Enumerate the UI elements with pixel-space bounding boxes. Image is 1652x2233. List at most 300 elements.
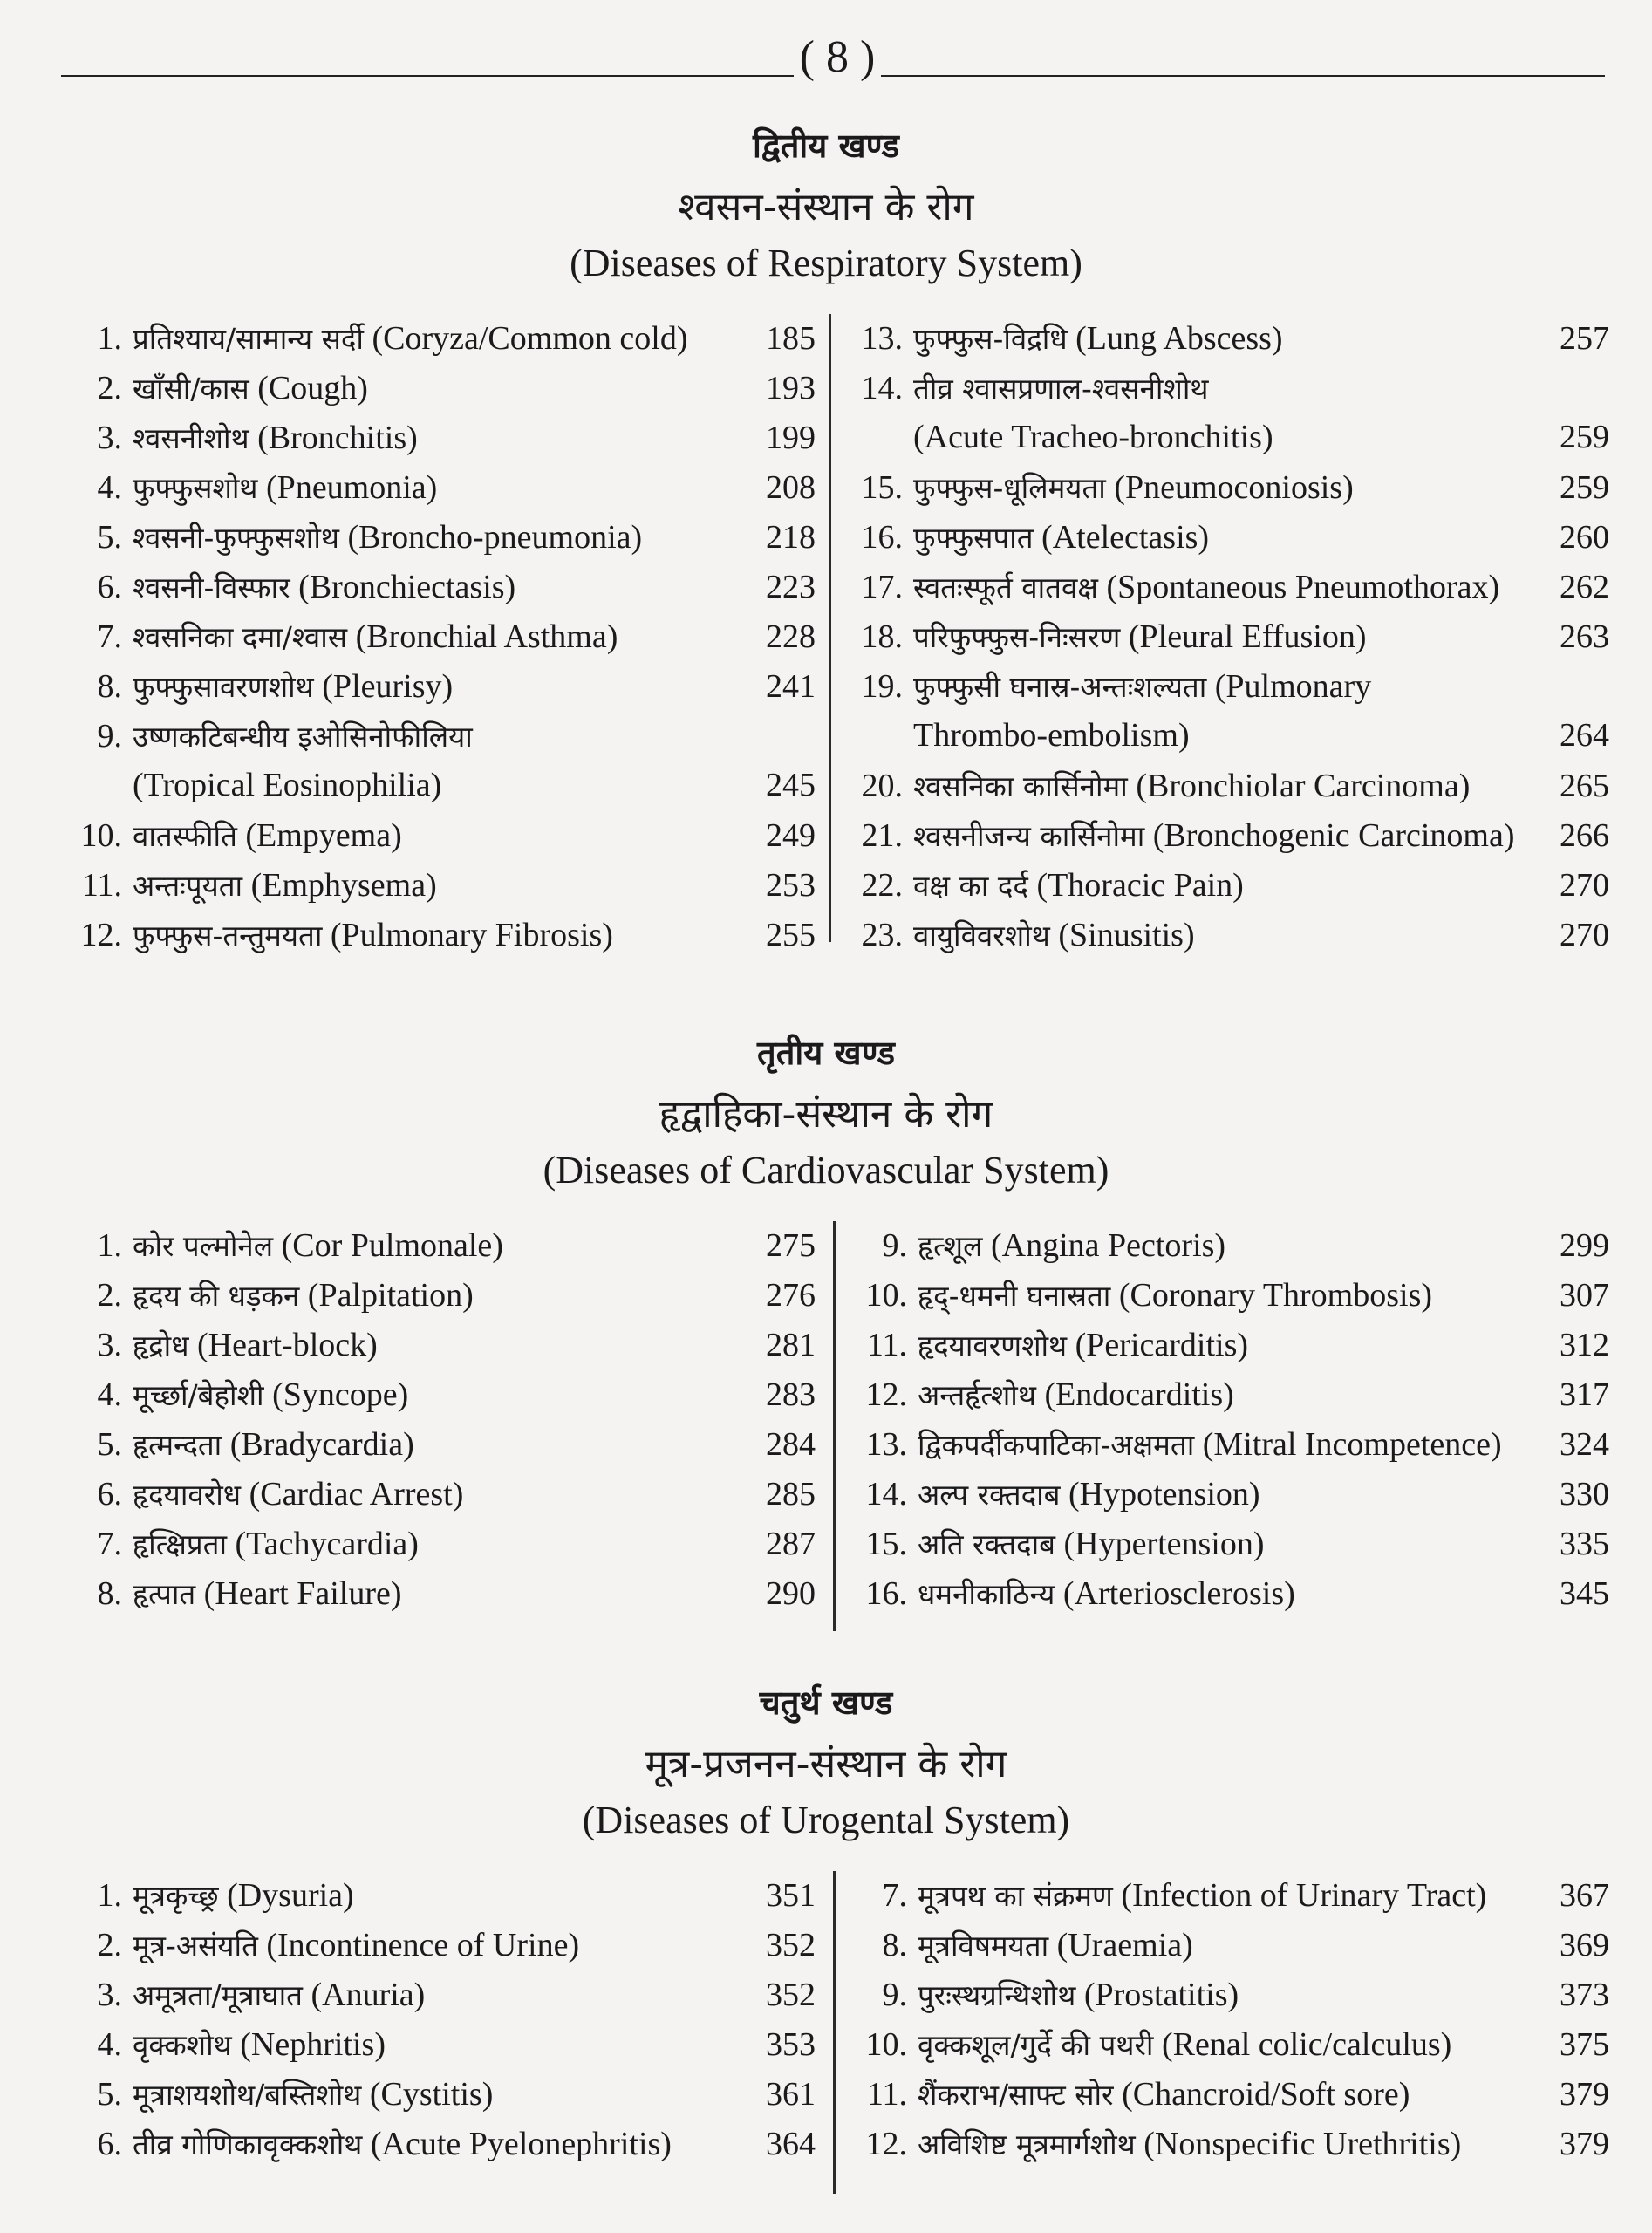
list-item — [61, 1226, 816, 1275]
item-number: 12. — [865, 1376, 907, 1413]
item-text — [133, 2124, 746, 2163]
list-item — [61, 716, 816, 766]
item-text — [133, 1975, 746, 2014]
list-item — [846, 2074, 1609, 2124]
section-title-english: (Diseases of Cardiovascular System) — [543, 1149, 1109, 1192]
item-number: 4. — [97, 1376, 122, 1413]
list-item — [846, 1975, 1609, 2025]
item-page: 307 — [1560, 1277, 1609, 1314]
list-item — [842, 468, 1609, 517]
item-text — [133, 318, 746, 358]
list-item — [842, 666, 1609, 716]
list-item — [61, 617, 816, 666]
item-number: 13. — [865, 1426, 907, 1463]
item-hindi: अविशिष्ट मूत्रमार्गशोथ — [918, 2127, 1136, 2161]
item-text — [913, 318, 1539, 358]
item-text — [913, 617, 1539, 656]
item-page: 270 — [1560, 867, 1609, 904]
item-hindi: श्वसनिका दमा/श्वास — [133, 620, 348, 654]
item-hindi: हृद्रोध — [133, 1328, 189, 1362]
item-number: 10. — [80, 817, 122, 854]
item-hindi: फुफ्फुसशोथ — [133, 471, 258, 505]
item-number: 3. — [97, 1977, 122, 2013]
item-page: 276 — [766, 1277, 816, 1314]
section-title-hindi: मूत्र-प्रजनन-संस्थान के रोग — [645, 1742, 1007, 1786]
item-number: 21. — [861, 817, 903, 854]
item-english: (Pleurisy) — [322, 668, 454, 705]
list-item — [61, 1524, 816, 1574]
list-item — [846, 1325, 1609, 1375]
item-english: (Bronchiolar Carcinoma) — [1136, 768, 1471, 804]
item-number: 14. — [861, 370, 903, 406]
item-text — [133, 1574, 746, 1613]
section-title-hindi: हृद्वाहिका-संस्थान के रोग — [659, 1092, 993, 1137]
item-text — [918, 1875, 1539, 1915]
item-english: (Prostatitis) — [1083, 1977, 1239, 2013]
item-page: 270 — [1560, 917, 1609, 953]
list-item — [61, 468, 816, 517]
item-english: (Pulmonary Fibrosis) — [330, 917, 613, 953]
item-english: (Pneumoconiosis) — [1114, 469, 1354, 506]
item-hindi: अल्प रक्तदाब — [918, 1478, 1061, 1512]
item-english: (Pulmonary — [1214, 668, 1372, 705]
item-number: 6. — [97, 1476, 122, 1513]
list-item — [61, 517, 816, 567]
item-hindi: मूत्रविषमयता — [918, 1929, 1049, 1963]
list-item — [61, 865, 816, 915]
item-page: 223 — [766, 569, 816, 605]
item-number: 6. — [97, 2126, 122, 2162]
item-number: 6. — [97, 569, 122, 605]
item-number: 5. — [97, 519, 122, 556]
item-hindi: मूत्रकृच्छ्र — [133, 1879, 219, 1913]
item-number: 1. — [97, 1227, 122, 1264]
item-number: 18. — [861, 618, 903, 655]
item-text — [918, 1226, 1539, 1265]
item-hindi: हृत्पात — [133, 1577, 196, 1611]
list-item — [61, 816, 816, 865]
item-page: 193 — [766, 370, 816, 406]
item-hindi: हृदयावरणशोथ — [918, 1328, 1068, 1362]
item-english: (Pericarditis) — [1075, 1327, 1249, 1363]
item-english: (Anuria) — [311, 1977, 426, 2013]
list-item — [846, 1275, 1609, 1325]
list-item — [846, 2025, 1609, 2074]
item-number: 17. — [861, 569, 903, 605]
item-english-continued: (Tropical Eosinophilia) — [133, 767, 442, 803]
list-item — [842, 517, 1609, 567]
item-hindi: श्वसनीशोथ — [133, 421, 249, 455]
item-number: 12. — [865, 2126, 907, 2162]
item-text — [913, 468, 1539, 507]
item-hindi: श्वसनी-विस्फार — [133, 570, 290, 604]
item-hindi: अन्तःपूयता — [133, 869, 243, 903]
item-number: 22. — [861, 867, 903, 904]
item-number: 5. — [97, 1426, 122, 1463]
item-text — [133, 2074, 746, 2113]
item-hindi: कोर पल्मोनेल — [133, 1229, 274, 1263]
item-page: 364 — [766, 2126, 816, 2162]
item-english-continued: Thrombo-embolism) — [913, 717, 1190, 754]
item-hindi: वृक्कशोथ — [133, 2028, 232, 2062]
item-text — [133, 816, 746, 855]
list-item — [61, 1574, 816, 1623]
item-english: (Bronchogenic Carcinoma) — [1152, 817, 1515, 854]
list-item — [842, 318, 1609, 368]
item-english: (Nephritis) — [240, 2026, 386, 2063]
item-page: 208 — [766, 469, 816, 506]
item-english: (Pleural Effusion) — [1128, 618, 1367, 655]
section-khand-label: द्वितीय खण्ड — [753, 126, 899, 165]
item-hindi: हृदय की धड़कन — [133, 1279, 300, 1313]
item-number: 19. — [861, 668, 903, 705]
item-page: 375 — [1560, 2026, 1609, 2063]
section-title-hindi: श्वसन-संस्थान के रोग — [678, 185, 974, 229]
item-page: 285 — [766, 1476, 816, 1513]
item-english: (Coryza/Common cold) — [372, 320, 688, 357]
list-item — [846, 1574, 1609, 1623]
list-item — [846, 1226, 1609, 1275]
column-divider — [829, 314, 831, 942]
item-english: (Renal colic/calculus) — [1161, 2026, 1452, 2063]
item-page: 185 — [766, 320, 816, 357]
item-number: 15. — [861, 469, 903, 506]
item-english: (Hypotension) — [1068, 1476, 1260, 1513]
list-item — [61, 2074, 816, 2124]
section-khand-label: तृतीय खण्ड — [757, 1034, 895, 1072]
item-english: (Palpitation) — [307, 1277, 474, 1314]
item-page: 275 — [766, 1227, 816, 1264]
item-text — [133, 716, 746, 755]
item-page: 249 — [766, 817, 816, 854]
item-english-continued: (Acute Tracheo-bronchitis) — [913, 419, 1273, 455]
item-number: 2. — [97, 1277, 122, 1314]
item-english: (Broncho-pneumonia) — [347, 519, 643, 556]
item-page: 259 — [1560, 469, 1609, 506]
item-number: 20. — [861, 768, 903, 804]
list-item — [842, 368, 1609, 418]
list-item — [61, 1925, 816, 1975]
item-number: 11. — [866, 1327, 907, 1363]
item-number: 4. — [97, 469, 122, 506]
item-hindi: अमूत्रता/मूत्राघात — [133, 1978, 303, 2012]
item-text — [918, 1975, 1539, 2014]
item-hindi: फुफ्फुसपात — [913, 521, 1034, 555]
list-item — [846, 1424, 1609, 1474]
right-column — [842, 318, 1609, 965]
item-hindi: वक्ष का दर्द — [913, 869, 1028, 903]
list-item — [61, 1424, 816, 1474]
item-text — [133, 617, 746, 656]
item-page: 218 — [766, 519, 816, 556]
item-text — [133, 915, 746, 954]
item-page: 352 — [766, 1977, 816, 2013]
item-english: (Uraemia) — [1056, 1927, 1193, 1963]
item-text — [133, 1875, 746, 1915]
item-english: (Thoracic Pain) — [1036, 867, 1244, 904]
item-page: 228 — [766, 618, 816, 655]
list-item — [61, 1275, 816, 1325]
item-text — [133, 1524, 746, 1563]
item-page: 335 — [1560, 1526, 1609, 1562]
item-text — [918, 2025, 1539, 2064]
item-hindi: हृत्मन्दता — [133, 1428, 222, 1462]
list-item — [842, 617, 1609, 666]
item-page: 324 — [1560, 1426, 1609, 1463]
item-number: 8. — [97, 1575, 122, 1612]
item-number: 9. — [882, 1227, 907, 1264]
item-text — [133, 666, 746, 706]
item-hindi: हृदयावरोध — [133, 1478, 242, 1512]
item-text — [133, 468, 746, 507]
right-column — [846, 1226, 1609, 1623]
item-hindi: मूत्र-असंयति — [133, 1929, 258, 1963]
list-item — [846, 1875, 1609, 1925]
item-hindi: खाँसी/कास — [133, 372, 249, 406]
item-english: (Angina Pectoris) — [990, 1227, 1226, 1264]
list-item — [61, 567, 816, 617]
section-title-english: (Diseases of Respiratory System) — [570, 242, 1082, 284]
item-english: (Emphysema) — [250, 867, 437, 904]
item-number: 7. — [97, 618, 122, 655]
left-column — [61, 318, 816, 965]
item-text — [913, 368, 1539, 407]
list-item — [842, 567, 1609, 617]
item-page: 262 — [1560, 569, 1609, 605]
item-text — [918, 1474, 1539, 1513]
item-text — [918, 2124, 1539, 2163]
list-item — [61, 666, 816, 716]
page-header — [61, 26, 1605, 87]
item-english: (Cough) — [257, 370, 368, 406]
item-text — [133, 1424, 746, 1464]
item-number: 3. — [97, 420, 122, 456]
item-number: 10. — [865, 2026, 907, 2063]
item-text — [133, 1275, 746, 1315]
item-hindi: तीव्र गोणिकावृक्कशोथ — [133, 2127, 363, 2161]
item-page: 284 — [766, 1426, 816, 1463]
item-page: 317 — [1560, 1376, 1609, 1413]
item-number: 14. — [865, 1476, 907, 1513]
item-english: (Syncope) — [272, 1376, 409, 1413]
item-hindi: उष्णकटिबन्धीय इओसिनोफीलिया — [133, 720, 473, 754]
list-item — [842, 915, 1609, 965]
item-page: 353 — [766, 2026, 816, 2063]
item-hindi: श्वसनीजन्य कार्सिनोमा — [913, 819, 1145, 853]
item-page: 369 — [1560, 1927, 1609, 1963]
item-text — [913, 567, 1539, 606]
item-text — [133, 1925, 746, 1964]
item-english: (Spontaneous Pneumothorax) — [1106, 569, 1500, 605]
item-english: (Cor Pulmonale) — [281, 1227, 503, 1264]
item-text — [133, 2025, 746, 2064]
item-text — [913, 816, 1539, 855]
item-number: 7. — [882, 1877, 907, 1914]
item-number: 8. — [882, 1927, 907, 1963]
item-text — [133, 1375, 746, 1414]
item-english: (Dysuria) — [227, 1877, 354, 1914]
item-hindi: हृद्-धमनी घनास्रता — [918, 1279, 1111, 1313]
item-text — [133, 1325, 746, 1364]
list-item — [61, 1975, 816, 2025]
item-number: 5. — [97, 2076, 122, 2113]
item-number: 9. — [97, 718, 122, 755]
list-item — [61, 1875, 816, 1925]
item-hindi: अति रक्तदाब — [918, 1527, 1055, 1561]
item-page: 255 — [766, 917, 816, 953]
item-page: 265 — [1560, 768, 1609, 804]
item-text — [913, 915, 1539, 954]
section-title-english: (Diseases of Urogental System) — [582, 1799, 1070, 1841]
item-english: (Acute Pyelonephritis) — [370, 2126, 672, 2162]
list-item-continuation — [61, 766, 816, 816]
item-hindi: फुफ्फुस-धूलिमयता — [913, 471, 1106, 505]
item-number: 7. — [97, 1526, 122, 1562]
item-page: 283 — [766, 1376, 816, 1413]
item-hindi: वातस्फीति — [133, 819, 237, 853]
item-english: (Bronchitis) — [257, 420, 418, 456]
list-item — [842, 865, 1609, 915]
column-divider — [833, 1221, 836, 1631]
item-text — [913, 865, 1539, 905]
item-page: 351 — [766, 1877, 816, 1914]
item-hindi: मूत्रपथ का संक्रमण — [918, 1879, 1113, 1913]
item-text — [913, 517, 1539, 557]
list-item — [842, 766, 1609, 816]
item-page: 281 — [766, 1327, 816, 1363]
item-page: 260 — [1560, 519, 1609, 556]
page-number: ( 8 ) — [799, 32, 876, 82]
item-number: 11. — [866, 2076, 907, 2113]
item-hindi: फुफ्फुस-तन्तुमयता — [133, 918, 323, 953]
item-number: 1. — [97, 320, 122, 357]
item-hindi: श्वसनिका कार्सिनोमा — [913, 769, 1128, 803]
item-number: 8. — [97, 668, 122, 705]
item-hindi: मूर्च्छा/बेहोशी — [133, 1378, 264, 1412]
item-number: 13. — [861, 320, 903, 357]
item-text — [918, 1275, 1539, 1315]
item-page: 352 — [766, 1927, 816, 1963]
item-text — [918, 1375, 1539, 1414]
item-text — [918, 1424, 1539, 1464]
item-english: (Endocarditis) — [1044, 1376, 1234, 1413]
item-text — [918, 1574, 1539, 1613]
left-column — [61, 1875, 816, 2174]
item-number: 12. — [80, 917, 122, 953]
item-number: 15. — [865, 1526, 907, 1562]
item-page: 330 — [1560, 1476, 1609, 1513]
item-page: 367 — [1560, 1877, 1609, 1914]
item-hindi: प्रतिश्याय/सामान्य सर्दी — [133, 322, 364, 356]
list-item — [61, 318, 816, 368]
list-item — [846, 1925, 1609, 1975]
item-english: (Mitral Incompetence) — [1202, 1426, 1502, 1463]
item-page: 361 — [766, 2076, 816, 2113]
item-english: (Coronary Thrombosis) — [1118, 1277, 1433, 1314]
header-rule-right — [881, 75, 1605, 77]
item-text — [913, 766, 1539, 805]
item-page: 312 — [1560, 1327, 1609, 1363]
column-divider — [833, 1871, 836, 2194]
item-english: (Hypertension) — [1063, 1526, 1265, 1562]
item-english: (Atelectasis) — [1041, 519, 1210, 556]
item-text — [133, 418, 746, 457]
item-hindi: तीव्र श्वासप्रणाल-श्वसनीशोथ — [913, 372, 1209, 406]
right-column — [846, 1875, 1609, 2174]
item-english: (Pneumonia) — [266, 469, 438, 506]
item-page: 253 — [766, 867, 816, 904]
list-item — [61, 1474, 816, 1524]
item-number: 2. — [97, 370, 122, 406]
item-english: (Heart-block) — [197, 1327, 378, 1363]
item-text — [133, 865, 746, 905]
item-hindi: मूत्राशयशोथ/बस्तिशोथ — [133, 2078, 362, 2112]
item-text — [133, 1474, 746, 1513]
item-english: (Empyema) — [245, 817, 402, 854]
section-khand-label: चतुर्थ खण्ड — [759, 1683, 893, 1722]
item-page: 379 — [1560, 2076, 1609, 2113]
item-number: 4. — [97, 2026, 122, 2063]
list-item — [61, 915, 816, 965]
item-page: 199 — [766, 420, 816, 456]
item-page: 373 — [1560, 1977, 1609, 2013]
item-page: 290 — [766, 1575, 816, 1612]
item-hindi: अन्तर्हृत्शोथ — [918, 1378, 1036, 1412]
item-number: 2. — [97, 1927, 122, 1963]
item-english: (Arteriosclerosis) — [1062, 1575, 1295, 1612]
item-page: 379 — [1560, 2126, 1609, 2162]
list-item — [61, 2025, 816, 2074]
item-hindi: हृत्क्षिप्रता — [133, 1527, 228, 1561]
item-hindi: श्वसनी-फुफ्फुसशोथ — [133, 521, 339, 555]
item-number: 3. — [97, 1327, 122, 1363]
item-page: 259 — [1560, 419, 1609, 455]
item-hindi: शैंकराभ/साफ्ट सोर — [918, 2078, 1114, 2112]
item-number: 1. — [97, 1877, 122, 1914]
item-english: (Infection of Urinary Tract) — [1121, 1877, 1487, 1914]
item-hindi: वायुविवरशोथ — [913, 918, 1050, 953]
item-hindi: फुफ्फुसी घनास्र-अन्तःशल्यता — [913, 670, 1207, 704]
list-item-continuation — [842, 716, 1609, 766]
item-page: 266 — [1560, 817, 1609, 854]
item-page: 345 — [1560, 1575, 1609, 1612]
item-english: (Bronchiectasis) — [298, 569, 516, 605]
item-hindi: पुरःस्थग्रन्थिशोथ — [918, 1978, 1076, 2012]
item-hindi: परिफुफ्फुस-निःसरण — [913, 620, 1121, 654]
list-item — [846, 2124, 1609, 2174]
item-text — [918, 1524, 1539, 1563]
item-hindi: फुफ्फुस-विद्रधि — [913, 322, 1068, 356]
item-text — [133, 1226, 746, 1265]
header-rule-left — [61, 75, 794, 77]
item-text — [133, 517, 746, 557]
item-page: 257 — [1560, 320, 1609, 357]
item-number: 16. — [861, 519, 903, 556]
item-hindi: स्वतःस्फूर्त वातवक्ष — [913, 570, 1098, 604]
item-number: 9. — [882, 1977, 907, 2013]
item-page: 299 — [1560, 1227, 1609, 1264]
item-text — [133, 567, 746, 606]
list-item — [61, 1375, 816, 1424]
item-text — [918, 2074, 1539, 2113]
item-english: (Incontinence of Urine) — [266, 1927, 580, 1963]
item-english: (Heart Failure) — [203, 1575, 402, 1612]
item-hindi: वृक्कशूल/गुर्दे की पथरी — [918, 2028, 1154, 2062]
item-english: (Cystitis) — [369, 2076, 494, 2113]
item-english: (Chancroid/Soft sore) — [1122, 2076, 1410, 2113]
left-column — [61, 1226, 816, 1623]
list-item — [842, 816, 1609, 865]
